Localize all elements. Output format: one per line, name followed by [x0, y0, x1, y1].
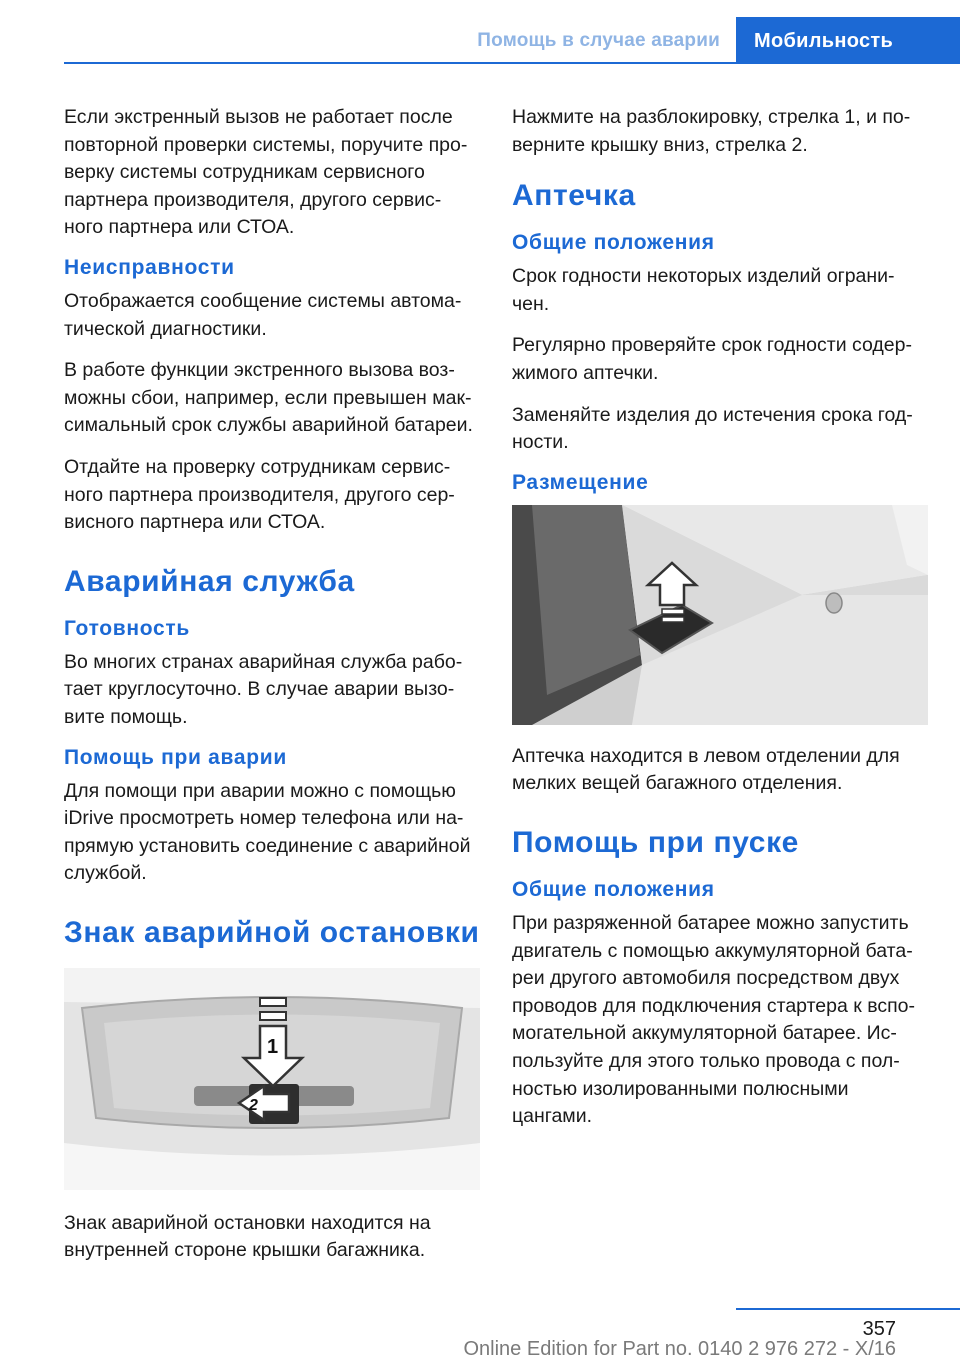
paragraph-triangle-location: Знак аварийной остановки находится на внутренней стороне крышки багажника. — [64, 1211, 431, 1262]
heading-jump-start: Помощь при пуске — [512, 825, 799, 859]
first-aid-kit-figure — [512, 505, 928, 725]
paragraph-malfunction-1: Отображается сообщение системы автома-тической диагностики. — [64, 289, 462, 340]
subheading-placement: Размещение — [512, 470, 649, 494]
edition-note: Online Edition for Part no. 0140 2 976 272 - X/16 — [463, 1338, 896, 1360]
paragraph-malfunction-3: Отдайте на проверку сотрудникам сервис-ного партнера производителя, другого сер-висного партнера или СТОА. — [64, 455, 455, 534]
heading-warning-triangle: Знак аварийной остановки — [64, 915, 480, 949]
heading-first-aid: Аптечка — [512, 179, 636, 213]
paragraph-first-aid-3: Заменяйте изделия до истечения срока год-ности. — [512, 403, 913, 454]
paragraph-first-aid-location: Аптечка находится в левом отделении для мелких вещей багажного отделения. — [512, 744, 900, 795]
paragraph-readiness: Во многих странах аварийная служба рабо-тает круглосуточно. В случае аварии вызо-вите помощь. — [64, 650, 463, 728]
subheading-malfunctions: Неисправности — [64, 255, 235, 279]
subheading-general-info-2: Общие положения — [512, 877, 715, 901]
paragraph-first-aid-2: Регулярно проверяйте срок годности содер-жимого аптечки. — [512, 334, 912, 384]
running-section-title: Помощь в случае аварии — [477, 30, 720, 51]
footer-rule — [736, 1308, 960, 1310]
paragraph-malfunction-2: В работе функции экстренного вызова воз-можны сбои, например, если превышен мак-симальный срок службы аварийной батареи. — [64, 359, 473, 437]
heading-roadside-assistance: Аварийная служба — [64, 564, 355, 598]
subheading-readiness: Готовность — [64, 616, 191, 640]
paragraph-unlock: Нажмите на разблокировку, стрелка 1, и по-верните крышку вниз, стрелка 2. — [512, 106, 911, 156]
page-number: 357 — [862, 1318, 896, 1340]
figure-label-1: 1 — [267, 1035, 279, 1058]
right-column — [512, 104, 928, 1145]
paragraph-accident-help: Для помощи при аварии можно с помощью iDrive просмотреть номер телефона или на-прямую установить соединение с аварийной службой. — [64, 779, 471, 885]
paragraph-first-aid-1: Срок годности некоторых изделий ограни-чен. — [512, 265, 895, 315]
trunk-lid-figure — [64, 968, 480, 1190]
chapter-tab: Мобильность — [736, 17, 960, 64]
header-rule — [64, 62, 960, 64]
subheading-general-info: Общие положения — [512, 231, 715, 255]
subheading-accident-help: Помощь при аварии — [64, 745, 287, 769]
left-column — [64, 104, 480, 1279]
paragraph-jump-start: При разряженной батарее можно запустить двигатель с помощью аккумуляторной бата-реи другого автомобиля посредством двух проводов для подключения стартера к вспо-могательной аккумуляторной батарее. Ис-пользуйте для этого только провода с пол-ностью изолированными полюсными цангами. — [512, 911, 915, 1128]
paragraph-intro: Если экстренный вызов не работает после повторной проверки системы, поручите про-верку системы сотрудникам сервисного партнера производителя, другого сервис-ного партнера или СТОА. — [64, 106, 468, 239]
figure-label-2: 2 — [249, 1096, 258, 1114]
